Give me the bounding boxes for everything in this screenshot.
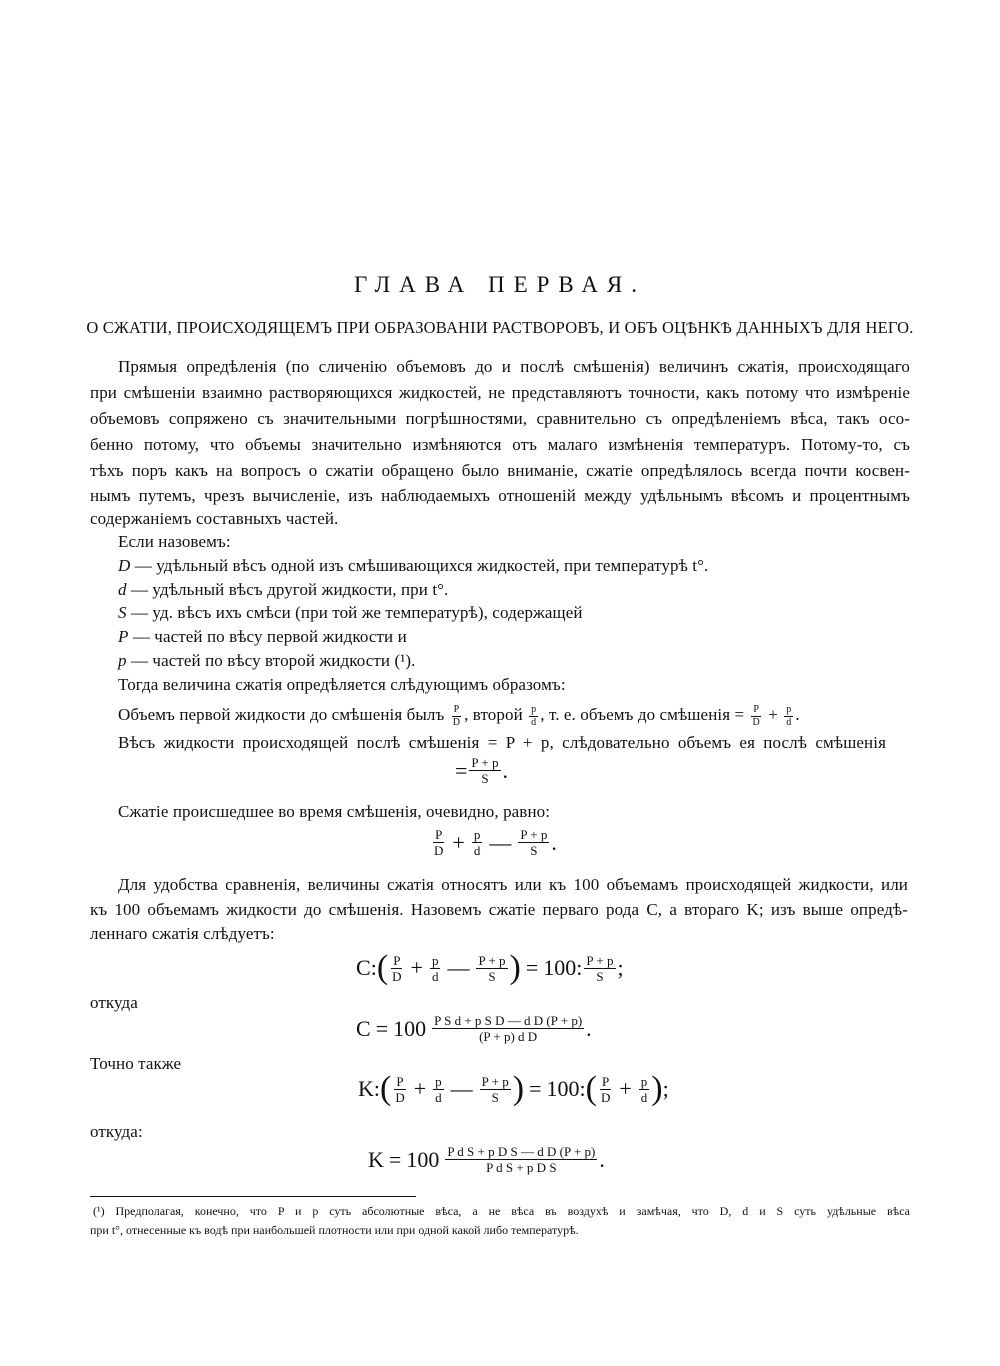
para1-line: содержаніемъ составныхъ частей. xyxy=(90,509,339,528)
def-item xyxy=(118,603,583,623)
defs-intro: Если назовемъ: xyxy=(118,532,231,551)
k-proportion-equation: K : ( $\frac{P}{D}$ + $\frac{p}{d}$ — $\frac{P + p}{S}$ ) = 100 : ( $\frac{P}{D}$ + $\frac{p}{d}$ ) ; xyxy=(358,1070,669,1107)
otkuda-label: откуда: xyxy=(90,1122,143,1141)
def-item xyxy=(118,556,708,576)
fraction-P-D: $\frac{P}{D}$ xyxy=(395,1073,405,1105)
weight-line: Вѣсъ жидкости происходящей послѣ смѣшенія = P + p, слѣдовательно объемъ ея послѣ смѣшенія xyxy=(118,733,886,752)
def-symbol: d xyxy=(118,580,127,599)
def-symbol: P xyxy=(118,627,129,646)
para2-line: леннаго сжатія слѣдуетъ: xyxy=(90,924,275,943)
footnote-line: (¹) Предполагая, конечно, что P и p суть абсолютные вѣса, а не вѣса въ воздухѣ и замѣчая, что D, d и S суть удѣльные вѣса xyxy=(93,1204,910,1218)
def-symbol: D xyxy=(118,556,131,575)
c-formula: C = 100 $\frac{\text{P S d + p S D — d D (P + p)}}{\text{(P + p) d D}}$ . xyxy=(356,1013,592,1044)
c-proportion-equation: C : ( $\frac{P}{D}$ + $\frac{p}{d}$ — $\frac{P + p}{S}$ ) = 100 : $\frac{P + p}{S}$ ; xyxy=(356,949,624,986)
tochno-label: Точно также xyxy=(90,1054,182,1073)
fraction-Pp-S: $\frac{P + p}{S}$ xyxy=(520,827,548,858)
contraction-equation: $\frac{P}{D}$ + $\frac{p}{d}$ — $\frac{P + p}{S}$ . xyxy=(434,827,557,858)
volume-text: , второй xyxy=(464,705,523,724)
fraction-p-d: $\frac{p}{d}$ xyxy=(435,1073,442,1105)
otkuda-label: откуда xyxy=(90,993,138,1012)
fraction-p-d: $\frac{p}{d}$ xyxy=(431,952,439,984)
fraction-P-D: $\frac{P}{D}$ xyxy=(392,952,402,984)
volume-after-equation: = $\frac{P + p}{S}$ . xyxy=(455,755,509,786)
para2-line: къ 100 объемамъ жидкости до смѣшенія. Назовемъ сжатіе перваго рода C, а втораго K; изъ выше опредѣ- xyxy=(90,900,908,919)
footnote-line: при t°, отнесенные къ водѣ при наибольшей плотности или при одной какой либо температурѣ. xyxy=(90,1223,579,1237)
fraction-P-D: $\frac{P}{D}$ xyxy=(752,703,760,728)
footnote-rule xyxy=(90,1196,416,1197)
def-text: — уд. вѣсъ ихъ смѣси (при той же температурѣ), содержащей xyxy=(130,603,583,622)
contraction-intro: Сжатіе происшедшее во время смѣшенія, очевидно, равно: xyxy=(118,802,551,821)
fraction-P-D: $\frac{P}{D}$ xyxy=(452,703,461,728)
def-text: — частей по вѣсу второй жидкости (¹). xyxy=(130,651,416,670)
chapter-subtitle: О СЖАТІИ, ПРОИСХОДЯЩЕМЪ ПРИ ОБРАЗОВАНІИ РАСТВОРОВЪ, И ОБЪ ОЦѢНКѢ ДАННЫХЪ ДЛЯ НЕГО. xyxy=(86,318,914,337)
plus-sign: + xyxy=(768,705,778,724)
fraction-Pp-S: $\frac{P + p}{S}$ xyxy=(586,952,614,984)
def-item xyxy=(118,651,416,671)
fraction-P-D: $\frac{P}{D}$ xyxy=(600,1073,611,1105)
fraction-p-d: $\frac{p}{d}$ xyxy=(473,827,481,858)
para1-line: нымъ путемъ, чрезъ вычисленіе, изъ наблюдаемыхъ отношеній между удѣльнымъ вѣсомъ и процентнымъ xyxy=(90,486,910,505)
k-formula: K = 100 $\frac{\text{P d S + p D S — d D (P + p)}}{\text{P d S + p D S}}$ . xyxy=(368,1144,605,1175)
def-symbol: p xyxy=(118,651,127,670)
para1-line: объемовъ сопряжено съ значительными погрѣшностями, сравнительно съ опредѣленіемъ вѣса, такъ осо- xyxy=(90,409,910,428)
then-text: Тогда величина сжатія опредѣляется слѣдующимъ образомъ: xyxy=(118,675,566,694)
para1-line: тѣхъ поръ какъ на вопросъ о сжатіи обращено было вниманіе, сжатіе опредѣлялось всегда почти косвен- xyxy=(90,461,910,480)
volume-line: Объемъ первой жидкости до смѣшенія былъ $\frac{P}{D}$ , второй $\frac{p}{d}$ , т. е. объемъ до смѣшенія = $\frac{P}{D}$ + $\frac{p}{d}$ . xyxy=(118,703,800,728)
fraction-p-d: $\frac{p}{d}$ xyxy=(786,703,792,728)
volume-text: , т. е. объемъ до смѣшенія = xyxy=(540,705,745,724)
fraction-p-d: $\frac{p}{d}$ xyxy=(640,1073,648,1105)
fraction-k: $\frac{\text{P d S + p D S — d D (P + p)}}{\text{P d S + p D S}}$ xyxy=(447,1144,596,1175)
def-text: — частей по вѣсу первой жидкости и xyxy=(132,627,407,646)
fraction-p-d: $\frac{p}{d}$ xyxy=(531,703,537,728)
def-text: — удѣльный вѣсъ одной изъ смѣшивающихся жидкостей, при температурѣ t°. xyxy=(134,556,709,575)
para1-line: Прямыя опредѣленія (по сличенію объемовъ до и послѣ смѣшенія) величинъ сжатія, происходящаго xyxy=(118,357,910,376)
para1-line: бенно потому, что объемы значительно измѣняются отъ малаго измѣненія температуръ. Потому-то, съ xyxy=(90,435,910,454)
para2-line: Для удобства сравненія, величины сжатія относятъ или къ 100 объемамъ происходящей жидкости, или xyxy=(118,875,908,894)
def-text: — удѣльный вѣсъ другой жидкости, при t°. xyxy=(130,580,449,599)
def-item xyxy=(118,627,407,647)
fraction-c: $\frac{\text{P S d + p S D — d D (P + p)}}{\text{(P + p) d D}}$ xyxy=(434,1013,583,1044)
fraction-P-D: $\frac{P}{D}$ xyxy=(434,827,444,858)
chapter-title: ГЛАВА ПЕРВАЯ. xyxy=(353,272,647,297)
def-symbol: S xyxy=(118,603,127,622)
volume-text: Объемъ первой жидкости до смѣшенія былъ xyxy=(118,705,445,724)
def-item xyxy=(118,580,448,600)
para1-line: при смѣшеніи взаимно растворяющихся жидкостей, не представляютъ точности, какъ потому что измѣреніе xyxy=(90,383,910,402)
fraction-Pp-S: $\frac{P + p}{S}$ xyxy=(478,952,506,984)
fraction-Pp-S: $\frac{P + p}{S}$ xyxy=(481,1073,509,1105)
fraction-Pp-S: $\frac{P + p}{S}$ xyxy=(471,755,499,786)
